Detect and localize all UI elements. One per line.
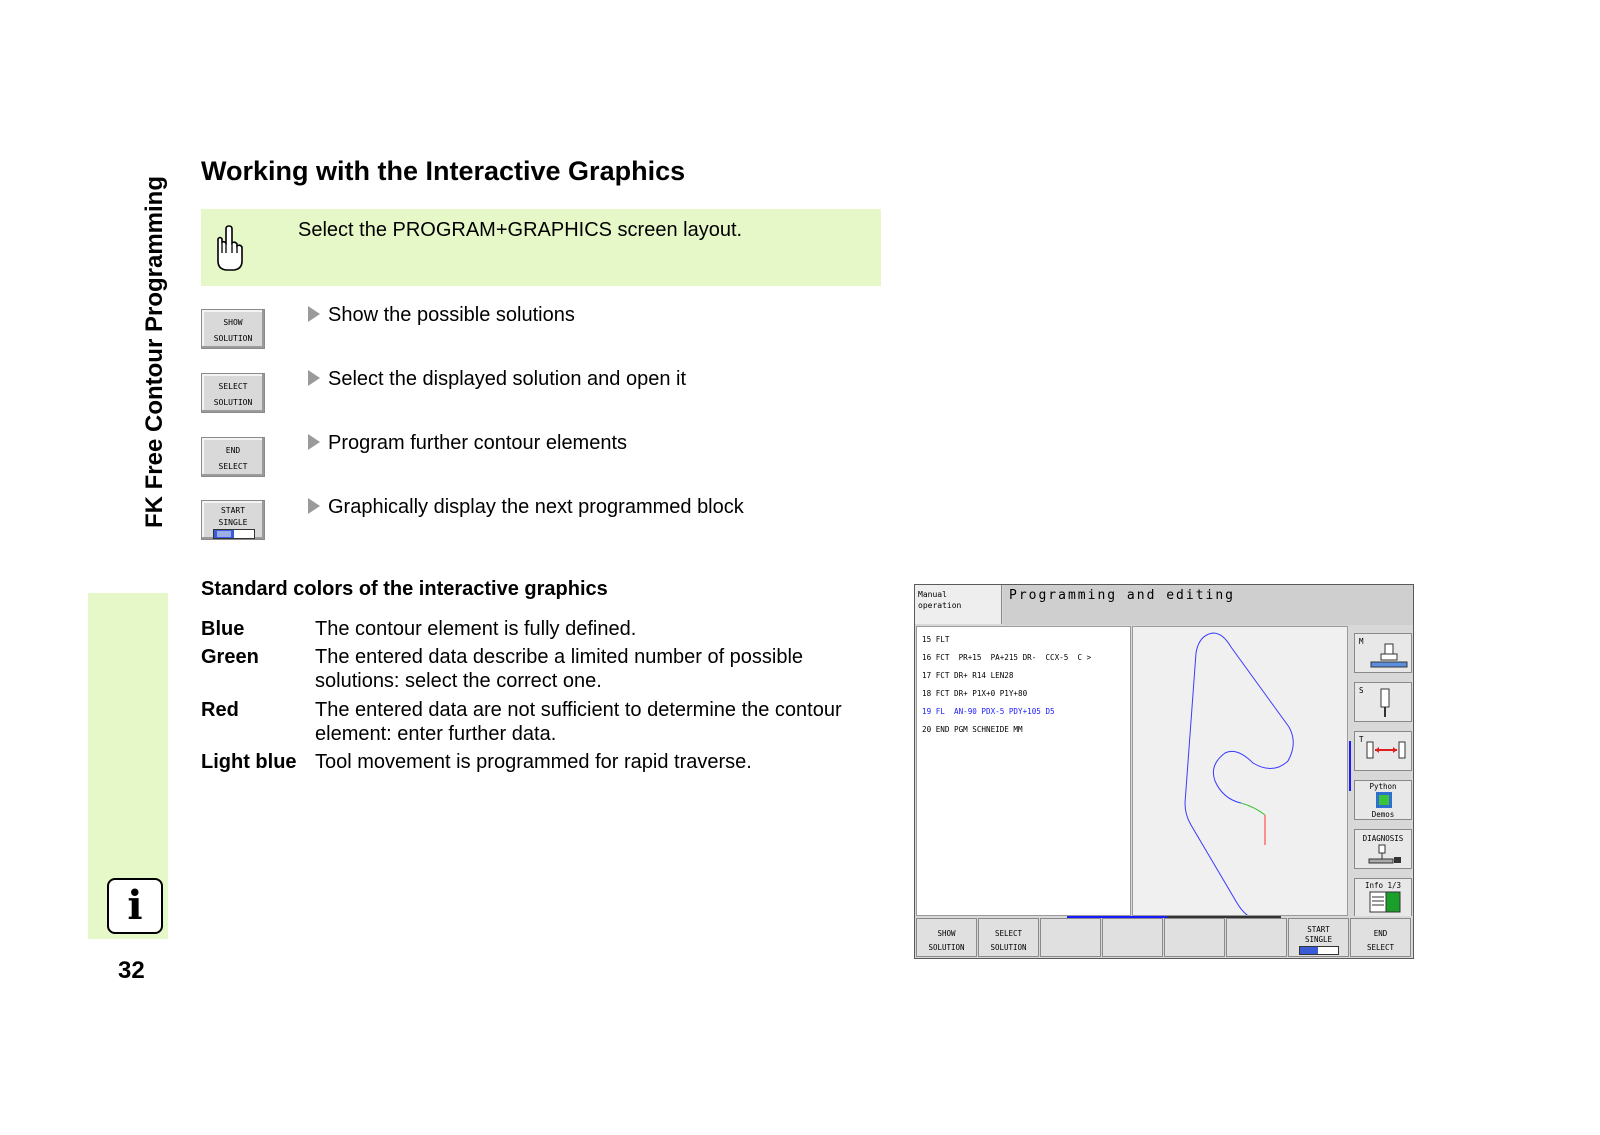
step-end-select	[308, 432, 627, 455]
color-desc: The entered data are not sufficient to determine the contour element: enter further data.	[315, 699, 842, 745]
softkey-label-2: SELECT	[1366, 943, 1395, 952]
start-single-softkey[interactable]	[1288, 918, 1349, 957]
scroll-indicator	[1349, 741, 1351, 791]
single-block-icon	[213, 529, 255, 539]
program-panel	[916, 626, 1131, 916]
tool-icon	[1375, 687, 1395, 719]
end-select-softkey[interactable]	[1350, 918, 1411, 957]
softkey-label-2: SOLUTION	[213, 334, 253, 343]
empty-softkey[interactable]	[1226, 918, 1287, 957]
step-text: Select the displayed solution and open it	[328, 368, 687, 390]
contour-graphic-panel	[1132, 626, 1348, 916]
empty-softkey[interactable]	[1102, 918, 1163, 957]
softkey-label-1: SHOW	[223, 318, 243, 327]
show-solution-softkey[interactable]	[916, 918, 977, 957]
operating-mode-box	[915, 585, 1002, 624]
softkey-label-1: END	[1373, 929, 1388, 938]
softkey-label-1: START	[220, 506, 246, 515]
softkey-label-1: SELECT	[994, 929, 1023, 938]
mode-line-1: Manual	[918, 590, 947, 599]
arrow-right-icon	[308, 498, 320, 514]
start-single-softkey[interactable]	[201, 500, 265, 540]
softkey-label-2: SINGLE	[218, 518, 248, 527]
key-label: DIAGNOSIS	[1362, 834, 1404, 843]
color-desc: Tool movement is programmed for rapid traverse.	[315, 751, 752, 773]
step-text: Graphically display the next programmed block	[328, 496, 744, 518]
python-icon	[1375, 791, 1393, 809]
empty-softkey[interactable]	[1164, 918, 1225, 957]
softkey-row	[915, 916, 1413, 958]
program-line-active[interactable]: 19 FL AN-90 PDX-5 PDY+105 D5	[922, 707, 1055, 716]
arrow-right-icon	[308, 434, 320, 450]
color-term: Green	[201, 646, 259, 668]
select-solution-softkey[interactable]	[978, 918, 1039, 957]
step-show-solution	[308, 304, 575, 327]
step-start-single	[308, 496, 744, 519]
contour-graphic	[1133, 627, 1347, 915]
color-term: Light blue	[201, 751, 297, 773]
end-select-softkey[interactable]	[201, 437, 265, 477]
screen-title-bar	[1003, 585, 1413, 625]
key-label: Info 1/3	[1364, 881, 1402, 890]
page-heading: Working with the Interactive Graphics	[201, 156, 686, 186]
softkey-label-2: SOLUTION	[990, 943, 1027, 952]
arrow-right-icon	[308, 370, 320, 386]
info-softkey[interactable]	[1354, 878, 1412, 918]
python-demos-softkey[interactable]	[1354, 780, 1412, 820]
screen-title: Programming and editing	[1009, 588, 1236, 603]
softkey-label-2: SELECT	[218, 462, 248, 471]
color-term: Red	[201, 699, 239, 721]
single-block-icon	[1299, 946, 1339, 955]
empty-softkey[interactable]	[1040, 918, 1101, 957]
step-text: Program further contour elements	[328, 432, 628, 454]
softkey-label-1: SELECT	[218, 382, 248, 391]
softkey-label-1: SHOW	[937, 929, 956, 938]
program-line[interactable]: 20 END PGM SCHNEIDE MM	[922, 725, 1023, 734]
m-function-softkey[interactable]	[1354, 633, 1412, 673]
step-text: Show the possible solutions	[328, 304, 575, 326]
softkey-label-2: SOLUTION	[928, 943, 965, 952]
softkey-label-2: SOLUTION	[213, 398, 253, 407]
key-label: M	[1359, 637, 1364, 646]
key-label: S	[1359, 686, 1364, 695]
chapter-title: FK Free Contour Programming	[141, 175, 168, 529]
program-line[interactable]: 17 FCT DR+ R14 LEN28	[922, 671, 1014, 680]
control-screenshot	[914, 584, 1414, 959]
program-line[interactable]: 18 FCT DR+ P1X+0 P1Y+80	[922, 689, 1028, 698]
color-desc: The entered data describe a limited number of possible solutions: select the correct one.	[315, 646, 804, 692]
key-label: Python	[1369, 782, 1397, 791]
softkey-label-2: SINGLE	[1304, 935, 1333, 944]
mode-line-2: operation	[918, 601, 962, 610]
program-line[interactable]: 16 FCT PR+15 PA+215 DR- CCX-5 C >	[922, 653, 1092, 662]
vertical-softkey-bar	[1349, 626, 1413, 916]
softkey-label-1: START	[1307, 925, 1330, 934]
color-term: Blue	[201, 618, 245, 640]
t-function-softkey[interactable]	[1354, 731, 1412, 771]
select-solution-softkey[interactable]	[201, 373, 265, 413]
note-text: Select the PROGRAM+GRAPHICS screen layout.	[298, 219, 743, 241]
s-function-softkey[interactable]	[1354, 682, 1412, 722]
section-heading: Standard colors of the interactive graphics	[201, 578, 608, 600]
softkey-label-1: END	[225, 446, 241, 455]
color-desc: The contour element is fully defined.	[315, 618, 637, 640]
arrow-right-icon	[308, 306, 320, 322]
tool-change-icon	[1363, 738, 1409, 768]
key-label: Demos	[1371, 810, 1395, 819]
info-icon: i	[107, 878, 163, 934]
diagnosis-icon	[1367, 844, 1403, 866]
page-number: 32	[118, 957, 145, 984]
info-book-icon	[1369, 891, 1401, 913]
spindle-icon	[1369, 642, 1409, 670]
step-select-solution	[308, 368, 686, 391]
hand-pointing-icon	[212, 225, 246, 278]
program-line[interactable]: 15 FLT	[922, 635, 950, 644]
show-solution-softkey[interactable]	[201, 309, 265, 349]
diagnosis-softkey[interactable]	[1354, 829, 1412, 869]
key-label: T	[1359, 735, 1364, 744]
